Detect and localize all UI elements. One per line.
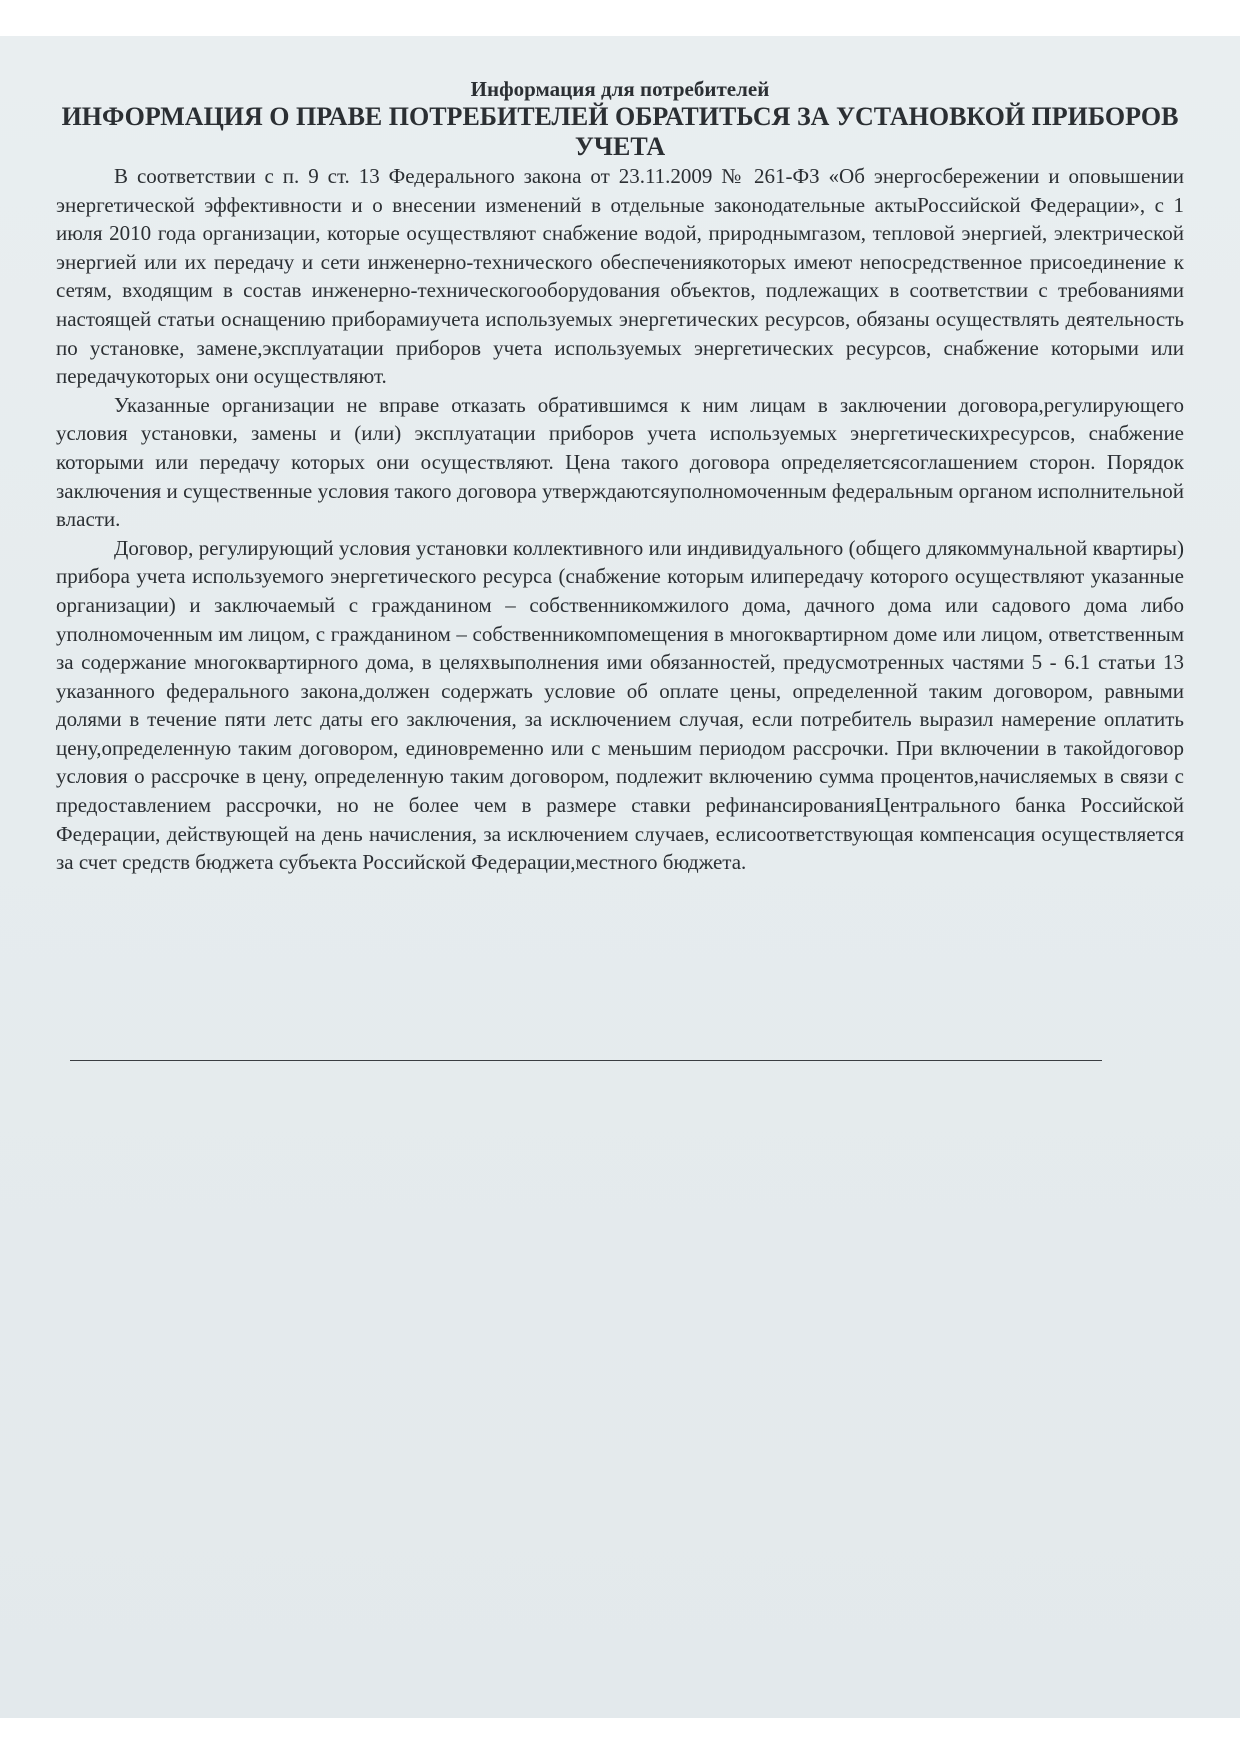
document-body [56,76,1184,877]
horizontal-divider [70,1060,1102,1061]
paragraph-3: Договор, регулирующий условия установки коллективного или индивидуального (общего длякоммунальной квартиры) прибора учета используемого энергетического ресурса (снабжение которым илипередачу которого осуществляют указанные организации) и заключаемый с гражданином – собственникомжилого дома, дачного дома или садового дома либо уполномоченным им лицом, с гражданином – собственникомпомещения в многоквартирном доме или лицом, ответственным за содержание многоквартирного дома, в целяхвыполнения ими обязанностей, предусмотренных частями 5 - 6.1 статьи 13 указанного федерального закона,должен содержать условие об оплате цены, определенной таким договором, равными долями в течение пяти летс даты его заключения, за исключением случая, если потребитель выразил намерение оплатить цену,определенную таким договором, единовременно или с меньшим периодом рассрочки. При включении в такойдоговор условия о рассрочке в цену, определенную таким договором, подлежит включению сумма процентов,начисляемых в связи с предоставлением рассрочки, но не более чем в размере ставки рефинансированияЦентрального банка Российской Федерации, действующей на день начисления, за исключением случаев, еслисоответствующая компенсация осуществляется за счет средств бюджета субъекта Российской Федерации,местного бюджета. [56,535,1184,875]
paper-sheet [0,36,1240,1718]
document-title: ИНФОРМАЦИЯ О ПРАВЕ ПОТРЕБИТЕЛЕЙ ОБРАТИТЬСЯ ЗА УСТАНОВКОЙ ПРИБОРОВ УЧЕТА [61,102,1179,161]
document-subtitle: Информация для потребителей [470,77,770,101]
paragraph-1: В соответствии с п. 9 ст. 13 Федерального закона от 23.11.2009 № 261-ФЗ «Об энергосбережении и оповышении энергетической эффективности и о внесении изменений в отдельные законодательные актыРоссийской Федерации», с 1 июля 2010 года организации, которые осуществляют снабжение водой, природнымгазом, тепловой энергией, электрической энергией или их передачу и сети инженерно-технического обеспечениякоторых имеют непосредственное присоединение к сетям, входящим в состав инженерно-техническогооборудования объектов, подлежащих в соответствии с требованиями настоящей статьи оснащению приборамиучета используемых энергетических ресурсов, обязаны осуществлять деятельность по установке, замене,эксплуатации приборов учета используемых энергетических ресурсов, снабжение которыми или передачукоторых они осуществляют. [56,164,1184,389]
paragraph-2: Указанные организации не вправе отказать обратившимся к ним лицам в заключении договора,регулирующего условия установки, замены и (или) эксплуатации приборов учета используемых энергетическихресурсов, снабжение которыми или передачу которых они осуществляют. Цена такого договора определяетсясоглашением сторон. Порядок заключения и существенные условия такого договора утверждаютсяуполномоченным федеральным органом исполнительной власти. [56,392,1184,532]
